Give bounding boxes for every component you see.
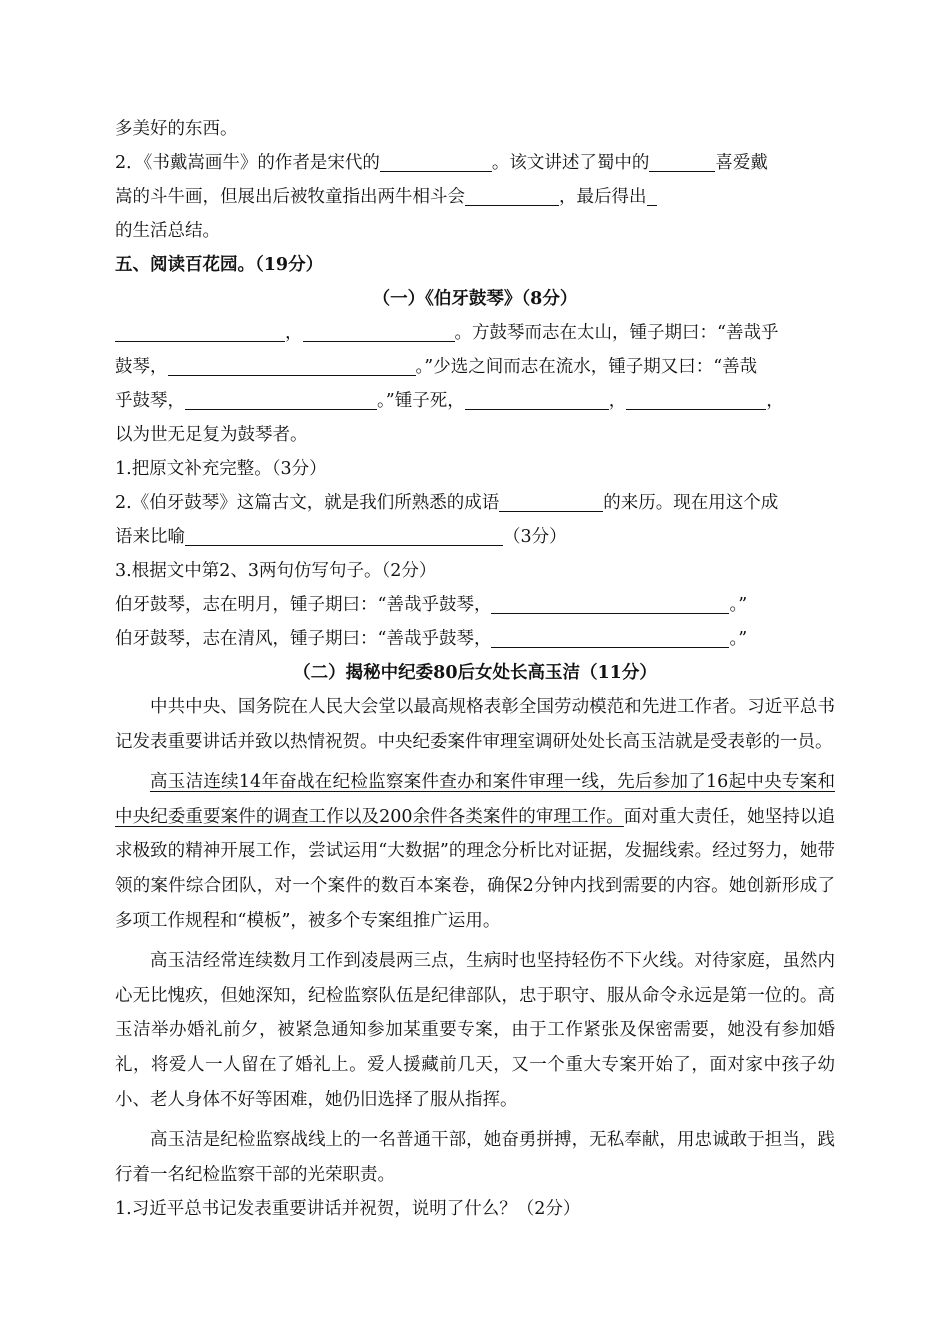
article-paragraph-2: 高玉洁连续14年奋战在纪检监察案件查办和案件审理一线，先后参加了16起中央专案和中央纪委重要案件的调查工作以及200余件各类案件的审理工作。面对重大责任，她坚持以追求极致的精神开展工作，尝试运用“大数据”的理念分析比对证据，发掘线索。经过努力，她带领的案件综合团队，对一个案件的数百本案卷，确保2分钟内找到需要的内容。她创新形成了多项工作规程和“模板”，被多个专案组推广运用。 <box>115 772 835 931</box>
article-paragraph-4: 高玉洁是纪检监察战线上的一名普通干部，她奋勇拼搏，无私奉献，用忠诚敢于担当，践行着一名纪检监察干部的光荣职责。 <box>115 1130 835 1185</box>
poem-blank-6[interactable] <box>626 387 766 410</box>
part1-title: （一）《伯牙鼓琴》（8分） <box>372 289 578 309</box>
poem-blank-4[interactable] <box>185 387 377 410</box>
poem-blank-1[interactable] <box>115 319 285 342</box>
poem-line-4: 以为世无足复为鼓琴者。 <box>115 425 308 445</box>
part1-q2-cont: 语来比喻 （3分） <box>115 520 835 554</box>
article-paragraph-1: 中共中央、国务院在人民大会堂以最高规格表彰全国劳动模范和先进工作者。习近平总书记发表重要讲话并致以热情祝贺。中央纪委案件审理室调研处处长高玉洁就是受表彰的一员。 <box>115 697 835 752</box>
part1-q3: 3.根据文中第2、3两句仿写句子。（2分） <box>115 561 437 581</box>
metaphor-blank[interactable] <box>185 523 503 546</box>
poem-line-2: 鼓琴， 。”少选之间而志在流水，锺子期又曰：“善哉 <box>115 350 835 384</box>
part1-q1: 1.把原文补充完整。（3分） <box>115 459 327 479</box>
summary-blank[interactable] <box>647 183 657 206</box>
q4-question-2-cont: 嵩的斗牛画，但展出后被牧童指出两牛相斗会 ，最后得出 <box>115 180 835 214</box>
poem-blank-2[interactable] <box>303 319 455 342</box>
underlined-sentence: 高玉洁连续14年奋战在纪检监察案件查办和案件审理一线，先后参加了16起中央专案和中央纪委重要案件的调查工作以及200余件各类案件的审理工作。 <box>115 772 835 827</box>
imitation-blank-2[interactable] <box>491 625 729 648</box>
tail-blank[interactable] <box>465 183 559 206</box>
article-paragraph-3: 高玉洁经常连续数月工作到凌晨两三点，生病时也坚持轻伤不下火线。对待家庭，虽然内心无比愧疚，但她深知，纪检监察队伍是纪律部队，忠于职守、服从命令永远是第一位的。高玉洁举办婚礼前夕，被紧急通知参加某重要专案，由于工作紧张及保密需要，她没有参加婚礼，将爱人一人留在了婚礼上。爱人援藏前几天，又一个重大专案开始了，面对家中孩子幼小、老人身体不好等困难，她仍旧选择了服从指挥。 <box>115 951 835 1110</box>
section5-heading: 五、阅读百花园。（19分） <box>115 255 324 275</box>
q4-question-2-end: 的生活总结。 <box>115 221 220 241</box>
q4-question-2: 2．《书戴嵩画牛》的作者是宋代的 。该文讲述了蜀中的 喜爱戴 <box>115 146 835 180</box>
q4-text-line: 多美好的东西。 <box>115 119 238 139</box>
person-blank[interactable] <box>649 149 715 172</box>
poem-line-3: 乎鼓琴， 。”锺子死， ， ， <box>115 384 835 418</box>
imitation-blank-1[interactable] <box>491 591 729 614</box>
imitation-line-2: 伯牙鼓琴，志在清风，锺子期曰：“善哉乎鼓琴， 。” <box>115 622 835 656</box>
part2-title: （二）揭秘中纪委80后女处长高玉洁（11分） <box>293 663 657 683</box>
imitation-line-1: 伯牙鼓琴，志在明月，锺子期曰：“善哉乎鼓琴， 。” <box>115 588 835 622</box>
exam-page <box>115 112 835 1226</box>
author-blank[interactable] <box>380 149 492 172</box>
idiom-blank[interactable] <box>499 489 603 512</box>
poem-blank-3[interactable] <box>168 353 416 376</box>
part2-q1: 1.习近平总书记发表重要讲话并祝贺，说明了什么？（2分） <box>115 1199 581 1220</box>
article-body <box>115 690 835 1192</box>
part1-q2: 2.《伯牙鼓琴》这篇古文，就是我们所熟悉的成语 的来历。现在用这个成 <box>115 486 835 520</box>
poem-blank-5[interactable] <box>465 387 609 410</box>
poem-line-1: ， 。方鼓琴而志在太山，锺子期曰：“善哉乎 <box>115 316 835 350</box>
